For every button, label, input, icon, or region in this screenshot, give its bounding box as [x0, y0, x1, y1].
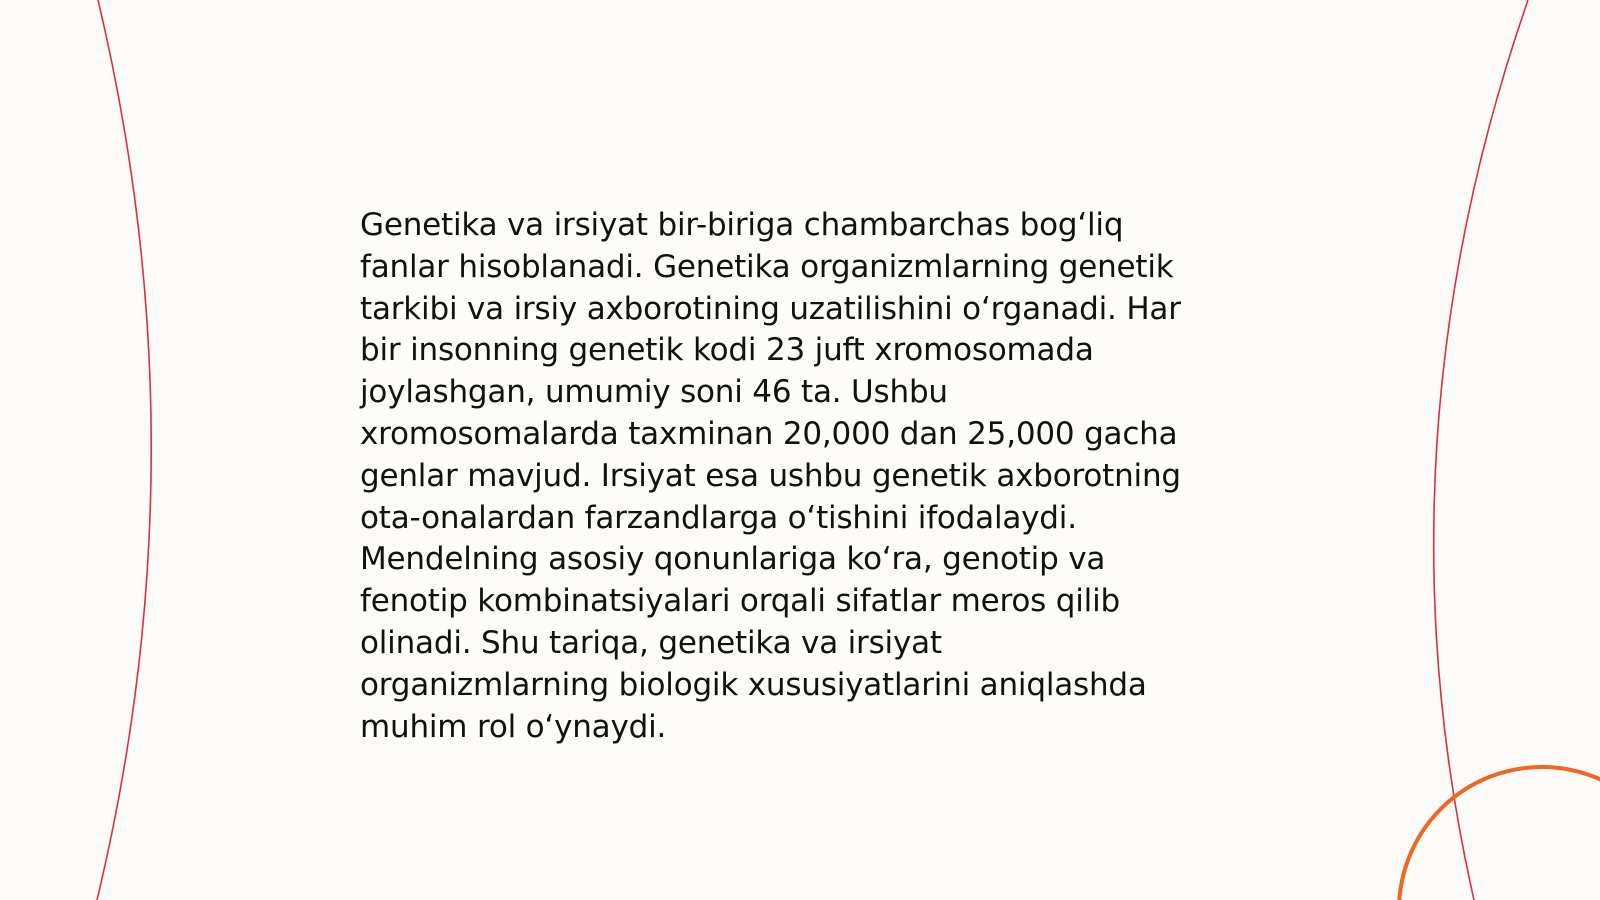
right-curve-line: [1434, 0, 1528, 900]
paragraph-line: olinadi. Shu tariqa, genetika va irsiyat: [360, 624, 942, 661]
left-curve-line: [97, 0, 151, 900]
paragraph-line: tarkibi va irsiy axborotining uzatilishini o‘rganadi. Har: [360, 290, 1181, 327]
paragraph-line: Mendelning asosiy qonunlariga ko‘ra, genotip va: [360, 541, 1106, 578]
orange-arc: [1399, 767, 1600, 900]
paragraph-line: fenotip kombinatsiyalari orqali sifatlar meros qilib: [360, 583, 1120, 620]
paragraph-line: fanlar hisoblanadi. Genetika organizmlarning genetik: [360, 248, 1174, 285]
body-paragraph: [360, 205, 1260, 748]
paragraph-line: genlar mavjud. Irsiyat esa ushbu genetik axborotning: [360, 457, 1181, 494]
paragraph-line: xromosomalarda taxminan 20,000 dan 25,000 gacha: [360, 415, 1178, 452]
paragraph-line: muhim rol o‘ynaydi.: [360, 708, 667, 745]
paragraph-line: bir insonning genetik kodi 23 juft xromosomada: [360, 332, 1094, 369]
paragraph-line: ota-onalardan farzandlarga o‘tishini ifodalaydi.: [360, 499, 1077, 536]
paragraph-line: joylashgan, umumiy soni 46 ta. Ushbu: [360, 374, 948, 411]
paragraph-line: Genetika va irsiyat bir-biriga chambarchas bog‘liq: [360, 207, 1124, 243]
paragraph-line: organizmlarning biologik xususiyatlarini aniqlashda: [360, 666, 1147, 703]
